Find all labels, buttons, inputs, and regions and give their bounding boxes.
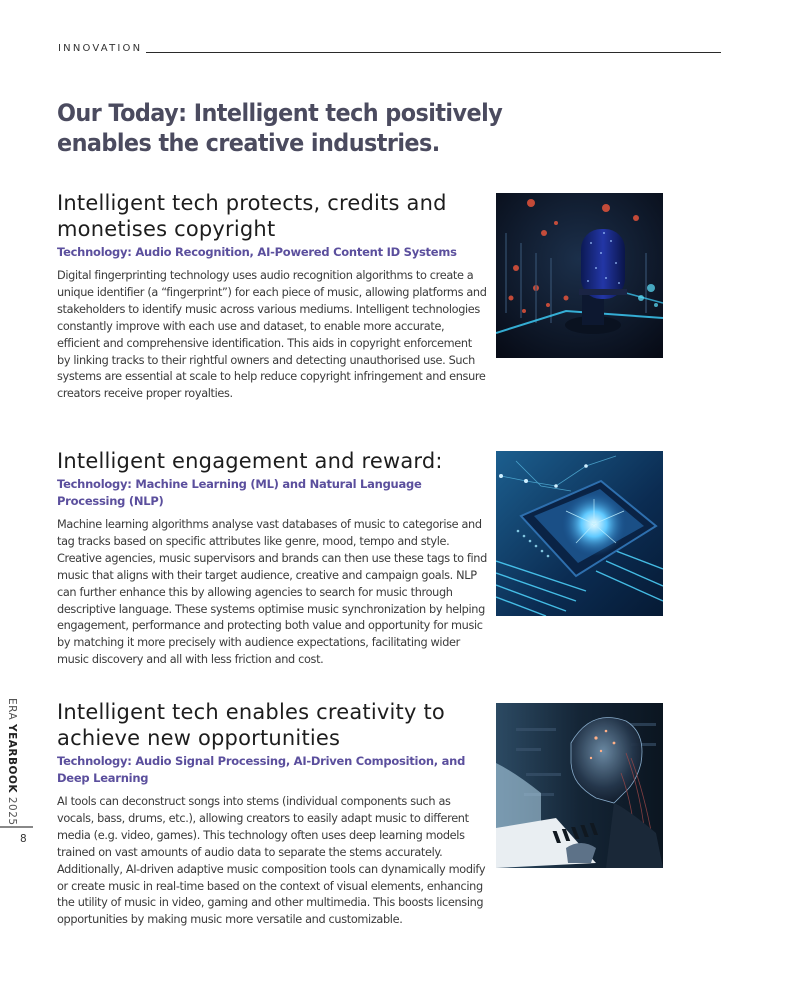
article-heading: Intelligent tech enables creativity to achieve new opportunities — [57, 700, 445, 750]
publication-title-vertical — [6, 698, 18, 826]
technology-subtitle: Technology: Machine Learning (ML) and Natural Language Processing (NLP) — [57, 477, 422, 508]
page-number: 8 — [20, 833, 27, 845]
publication-prefix: ERA — [6, 698, 18, 725]
article-engagement — [57, 448, 487, 669]
glowing-ai-chip-image — [496, 451, 663, 616]
publication-name: YEARBOOK — [6, 724, 18, 794]
header-divider — [146, 52, 721, 54]
section-label: INNOVATION — [58, 43, 143, 54]
article-copyright — [57, 190, 487, 403]
section-header — [58, 38, 721, 54]
publication-running-title — [2, 698, 18, 826]
article-body: Machine learning algorithms analyse vast databases of music to categorise and tag tracks based on specific attributes like genre, mood, tempo and style. Creative agencies, music supervisors and brands can then use these tags to find music that aligns with their target audience, creative and campaign goals. NLP can further enhance this by allowing agencies to search for music through descriptive language. These systems optimise music synchronization by helping engagement, performance and protecting both value and opportunity for music by matching it more precisely with audience expectations, facilitating wider music discovery and all with less friction and cost. — [57, 518, 487, 667]
android-playing-piano-image — [496, 703, 663, 868]
microphone-on-mixing-console-image — [496, 193, 663, 358]
article-heading: Intelligent tech protects, credits and monetises copyright — [57, 191, 447, 241]
article-body: AI tools can deconstruct songs into stems (individual components such as vocals, bass, drums, etc.), allowing creators to easily adapt music to different media (e.g. video, games). This technology often uses deep learning models trained on vast amounts of audio data to separate the stems accurately. Additionally, AI-driven adaptive music composition tools can dynamically modify or create music in real-time based on the context of visual elements, enhancing the utility of music in video, gaming and other multimedia. This boosts licensing opportunities by making music more versatile and customizable. — [57, 795, 486, 927]
technology-subtitle: Technology: Audio Signal Processing, AI-Driven Composition, and Deep Learning — [57, 754, 466, 785]
technology-subtitle: Technology: Audio Recognition, AI-Powered Content ID Systems — [57, 245, 457, 259]
page-number-divider — [0, 826, 33, 828]
publication-year: 2025 — [6, 793, 18, 826]
page-title: Our Today: Intelligent tech positively enables the creative industries. — [57, 99, 503, 157]
article-body: Digital fingerprinting technology uses audio recognition algorithms to create a unique identifier (a “fingerprint”) for each piece of music, allowing platforms and stakeholders to identify music across various mediums. Intelligent technologies constantly improve with each use and dataset, to enable more accurate, efficient and comprehensive identification. This aids in copyright enforcement by linking tracks to their rightful owners and detecting unauthorised use. Such systems are essential at scale to help reduce copyright infringement and ensure creators receive proper royalties. — [57, 269, 487, 401]
article-heading: Intelligent engagement and reward: — [57, 449, 443, 473]
article-creativity — [57, 699, 487, 929]
